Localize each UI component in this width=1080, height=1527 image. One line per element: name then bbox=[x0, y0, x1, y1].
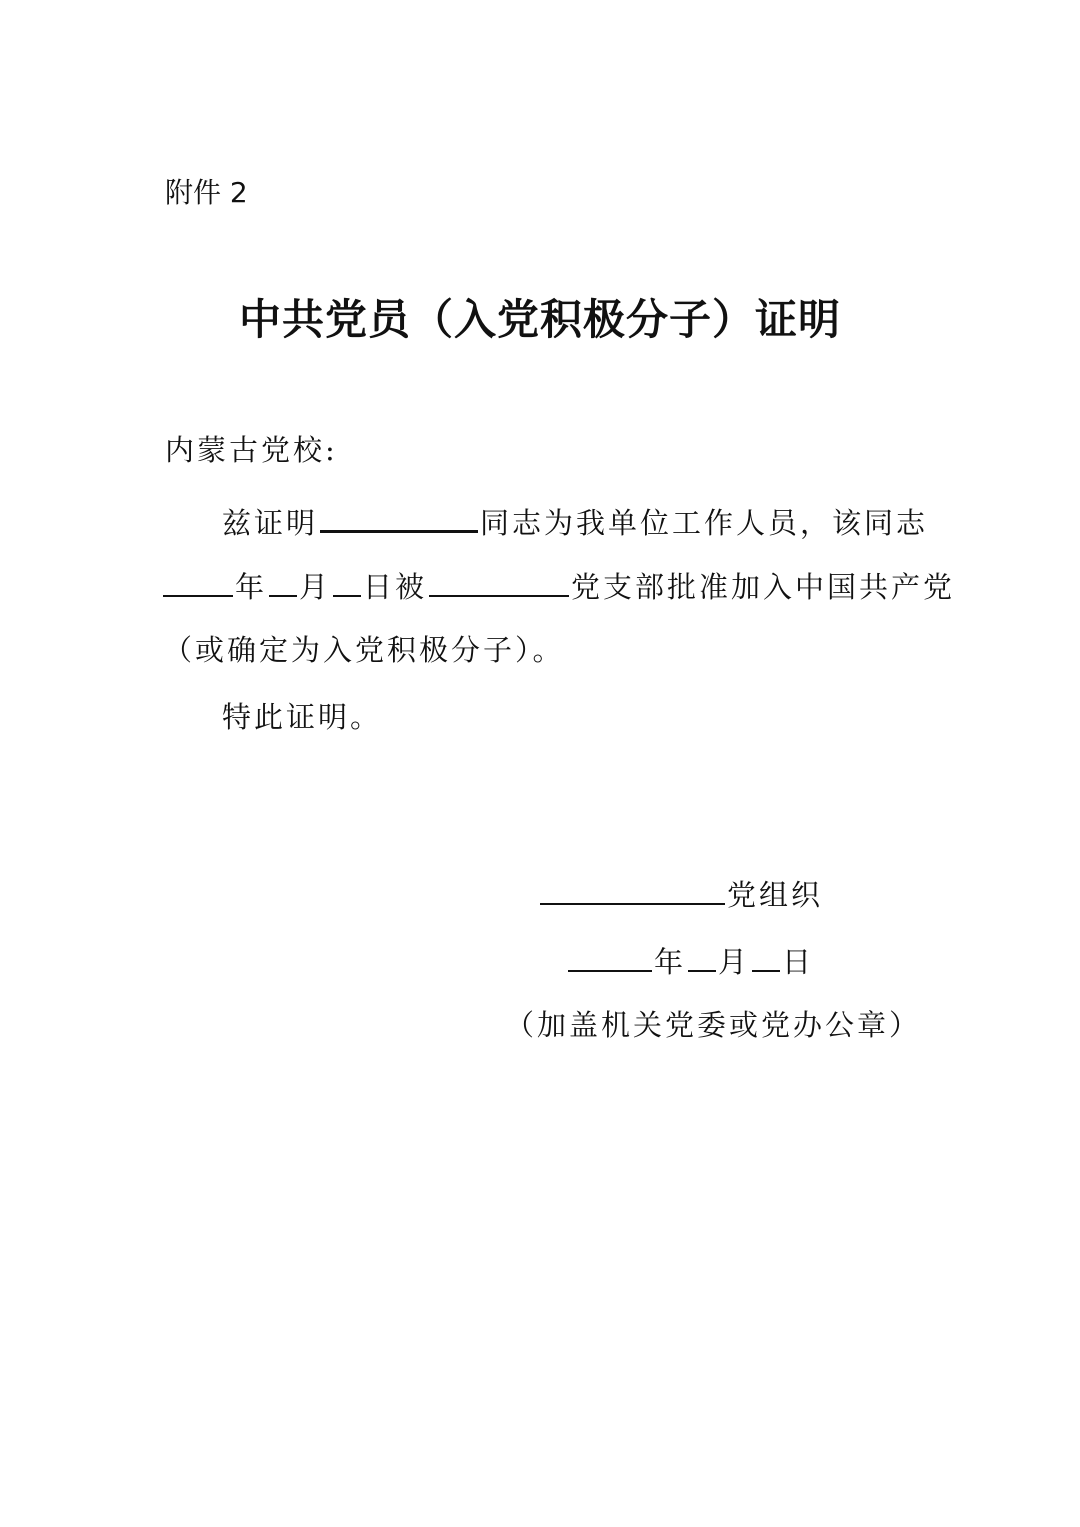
day-blank[interactable] bbox=[333, 565, 361, 597]
signature-date-line bbox=[568, 940, 814, 982]
year-blank[interactable] bbox=[163, 565, 233, 597]
line2-suffix: 党支部批准加入中国共产党 bbox=[571, 570, 956, 604]
sig-day-label: 日 bbox=[782, 945, 815, 979]
month-blank[interactable] bbox=[269, 565, 297, 597]
name-blank[interactable] bbox=[320, 500, 478, 533]
party-org-label: 党组织 bbox=[727, 878, 824, 912]
sig-month-label: 月 bbox=[718, 945, 751, 979]
day-label: 日被 bbox=[363, 570, 428, 604]
sig-month-blank[interactable] bbox=[688, 940, 716, 972]
party-org-blank[interactable] bbox=[540, 873, 725, 905]
certificate-line-3: （或确定为入党积极分子）。 bbox=[163, 633, 565, 667]
addressee: 内蒙古党校: bbox=[165, 433, 338, 467]
seal-note: （加盖机关党委或党办公章） bbox=[505, 1008, 922, 1042]
certificate-line-2 bbox=[163, 565, 955, 607]
sig-year-blank[interactable] bbox=[568, 940, 652, 972]
line1-suffix: 同志为我单位工作人员，该同志 bbox=[480, 506, 929, 540]
month-label: 月 bbox=[299, 570, 332, 604]
sig-year-label: 年 bbox=[654, 945, 687, 979]
closing-text: 特此证明。 bbox=[222, 700, 383, 734]
year-label: 年 bbox=[235, 570, 268, 604]
certificate-line-1 bbox=[222, 500, 928, 543]
document-title: 中共党员（入党积极分子）证明 bbox=[238, 295, 841, 344]
line1-prefix: 兹证明 bbox=[222, 506, 319, 540]
party-org-line bbox=[540, 873, 823, 915]
branch-blank[interactable] bbox=[429, 565, 569, 597]
attachment-label: 附件 2 bbox=[165, 176, 248, 209]
sig-day-blank[interactable] bbox=[752, 940, 780, 972]
